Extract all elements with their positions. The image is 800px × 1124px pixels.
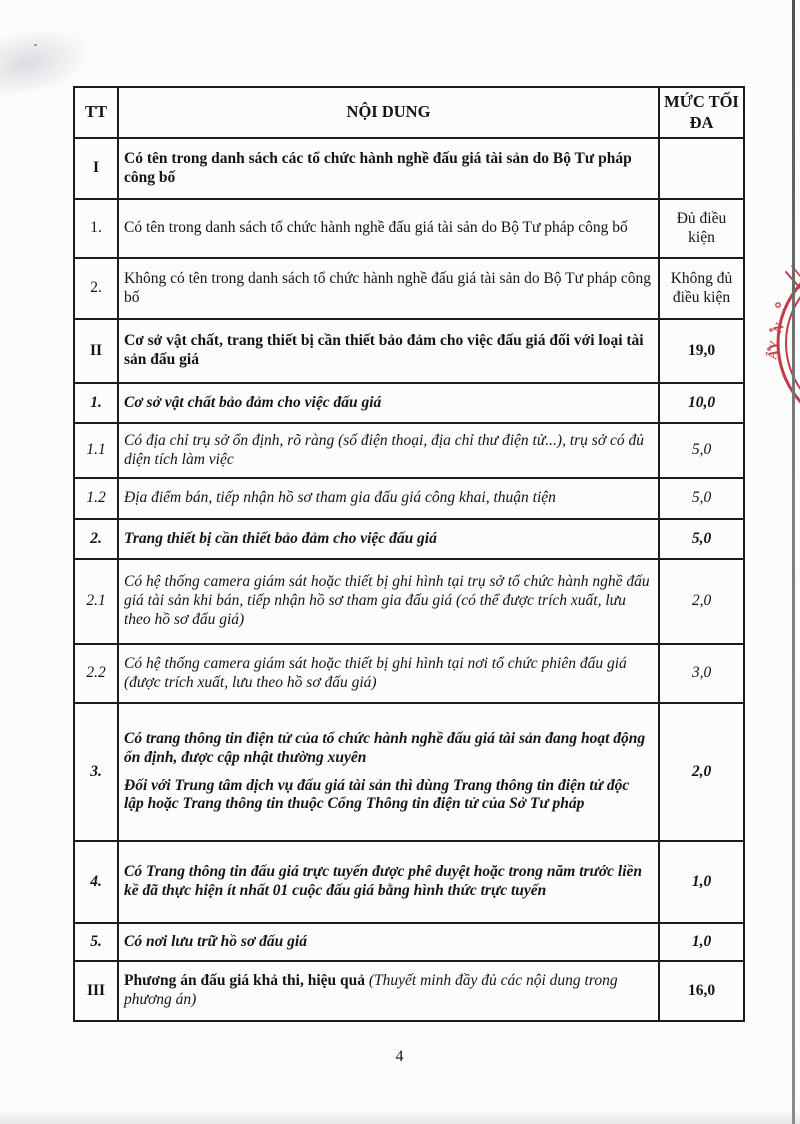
row-content-cell <box>118 478 659 519</box>
table-row <box>74 383 744 423</box>
table-row <box>74 923 744 961</box>
table-row <box>74 519 744 559</box>
row-max-score-cell: 10,0 <box>659 383 744 423</box>
row-max-score-cell: 1,0 <box>659 923 744 961</box>
content-paragraph: Có địa chỉ trụ sở ổn định, rõ ràng (số điện thoại, địa chỉ thư điện tử...), trụ sở có đủ diện tích làm việc <box>124 431 644 468</box>
row-content-cell <box>118 961 659 1021</box>
table-row <box>74 644 744 703</box>
row-max-score-cell: Đủ điều kiện <box>659 199 744 258</box>
table-row <box>74 559 744 644</box>
table-row <box>74 478 744 519</box>
table-header-row <box>74 87 744 138</box>
row-content-cell <box>118 841 659 923</box>
row-number-cell: 1.1 <box>74 423 118 478</box>
official-stamp-partial <box>738 253 800 428</box>
row-max-score-cell: 1,0 <box>659 841 744 923</box>
row-number-cell: I <box>74 138 118 199</box>
row-number-cell: 4. <box>74 841 118 923</box>
row-content-cell <box>118 644 659 703</box>
row-max-score-cell: 2,0 <box>659 559 744 644</box>
row-number-cell: II <box>74 319 118 383</box>
content-paragraph: Cơ sở vật chất, trang thiết bị cần thiết bảo đảm cho việc đấu giá đối với loại tài sản đấu giá <box>124 332 644 368</box>
row-number-cell: 3. <box>74 703 118 841</box>
content-paragraph: Có tên trong danh sách tổ chức hành nghề đấu giá tài sản do Bộ Tư pháp công bố <box>124 219 628 237</box>
row-max-score-cell: 2,0 <box>659 703 744 841</box>
row-content-cell <box>118 383 659 423</box>
row-max-score-cell: 5,0 <box>659 519 744 559</box>
row-content-cell <box>118 423 659 478</box>
row-number-cell: 2.2 <box>74 644 118 703</box>
table-row <box>74 258 744 319</box>
row-content-cell <box>118 923 659 961</box>
row-number-cell: 1. <box>74 383 118 423</box>
page-number: 4 <box>395 1048 405 1065</box>
content-paragraph: Có Trang thông tin đấu giá trực tuyến được phê duyệt hoặc trong năm trước liền kề đã thực hiện ít nhất 01 cuộc đấu giá bằng hình thức trực tuyến <box>124 863 643 899</box>
table-row <box>74 423 744 478</box>
row-max-score-cell: Không đủ điều kiện <box>659 258 744 319</box>
header-cell-max: MỨC TỐI ĐA <box>659 87 744 138</box>
content-paragraph: Có tên trong danh sách các tổ chức hành nghề đấu giá tài sản do Bộ Tư pháp công bố <box>124 149 632 186</box>
header-cell-content: NỘI DUNG <box>118 87 659 138</box>
scan-bottom-shadow <box>0 1110 800 1124</box>
scoring-table <box>73 86 745 1022</box>
content-paragraph: Không có tên trong danh sách tổ chức hành nghề đấu giá tài sản do Bộ Tư pháp công bố <box>124 269 652 306</box>
row-max-score-cell: 5,0 <box>659 478 744 519</box>
row-content-cell <box>118 199 659 258</box>
table-row <box>74 841 744 923</box>
table-row <box>74 703 744 841</box>
content-paragraph: Có hệ thống camera giám sát hoặc thiết bị ghi hình tại nơi tổ chức phiên đấu giá (được trích xuất, lưu theo hồ sơ đấu giá) <box>124 654 627 691</box>
table-row <box>74 199 744 258</box>
row-content-cell <box>118 559 659 644</box>
scan-speck <box>34 44 37 46</box>
header-cell-tt: TT <box>74 87 118 138</box>
row-max-score-cell: 3,0 <box>659 644 744 703</box>
row-number-cell: 2. <box>74 519 118 559</box>
content-paragraph: Phương án đấu giá khả thi, hiệu quả (Thuyết minh đầy đủ các nội dung trong phương án) <box>124 972 618 1008</box>
svg-text:N: N <box>769 320 788 336</box>
row-max-score-cell <box>659 138 744 199</box>
table-row <box>74 138 744 199</box>
paper-edge-line <box>792 0 795 1124</box>
row-number-cell: 5. <box>74 923 118 961</box>
row-number-cell: III <box>74 961 118 1021</box>
content-paragraph: Cơ sở vật chất bảo đảm cho việc đấu giá <box>124 393 382 411</box>
row-content-cell <box>118 138 659 199</box>
row-content-cell <box>118 703 659 841</box>
table-row <box>74 961 744 1021</box>
content-paragraph: Có hệ thống camera giám sát hoặc thiết bị ghi hình tại trụ sở tổ chức hành nghề đấu giá tài sản khi bán, tiếp nhận hồ sơ tham gia đấu giá (có thể được trích xuất, lưu theo hồ sơ đấu giá) <box>124 573 650 628</box>
row-content-cell <box>118 519 659 559</box>
row-max-score-cell: 16,0 <box>659 961 744 1021</box>
content-paragraph: Đối với Trung tâm dịch vụ đấu giá tài sản thì dùng Trang thông tin điện tử độc lập hoặc Trang thông tin thuộc Cổng Thông tin điện tử của Sở Tư pháp <box>124 776 630 813</box>
content-paragraph: Có trang thông tin điện tử của tổ chức hành nghề đấu giá tài sản đang hoạt động ổn định, được cập nhật thường xuyên <box>124 729 646 766</box>
content-paragraph: Địa điểm bán, tiếp nhận hồ sơ tham gia đấu giá công khai, thuận tiện <box>124 489 556 507</box>
row-number-cell: 1.2 <box>74 478 118 519</box>
content-paragraph: Có nơi lưu trữ hồ sơ đấu giá <box>124 932 307 950</box>
row-number-cell: 2. <box>74 258 118 319</box>
row-number-cell: 1. <box>74 199 118 258</box>
table-row <box>74 319 744 383</box>
svg-text:ÂY: ÂY <box>764 339 783 361</box>
content-paragraph: Trang thiết bị cần thiết bảo đảm cho việc đấu giá <box>124 529 437 547</box>
row-max-score-cell: 5,0 <box>659 423 744 478</box>
row-content-cell <box>118 258 659 319</box>
row-content-cell <box>118 319 659 383</box>
row-max-score-cell: 19,0 <box>659 319 744 383</box>
content-note: (Thuyết minh đầy đủ các nội dung trong phương án) <box>124 972 618 1008</box>
row-number-cell: 2.1 <box>74 559 118 644</box>
